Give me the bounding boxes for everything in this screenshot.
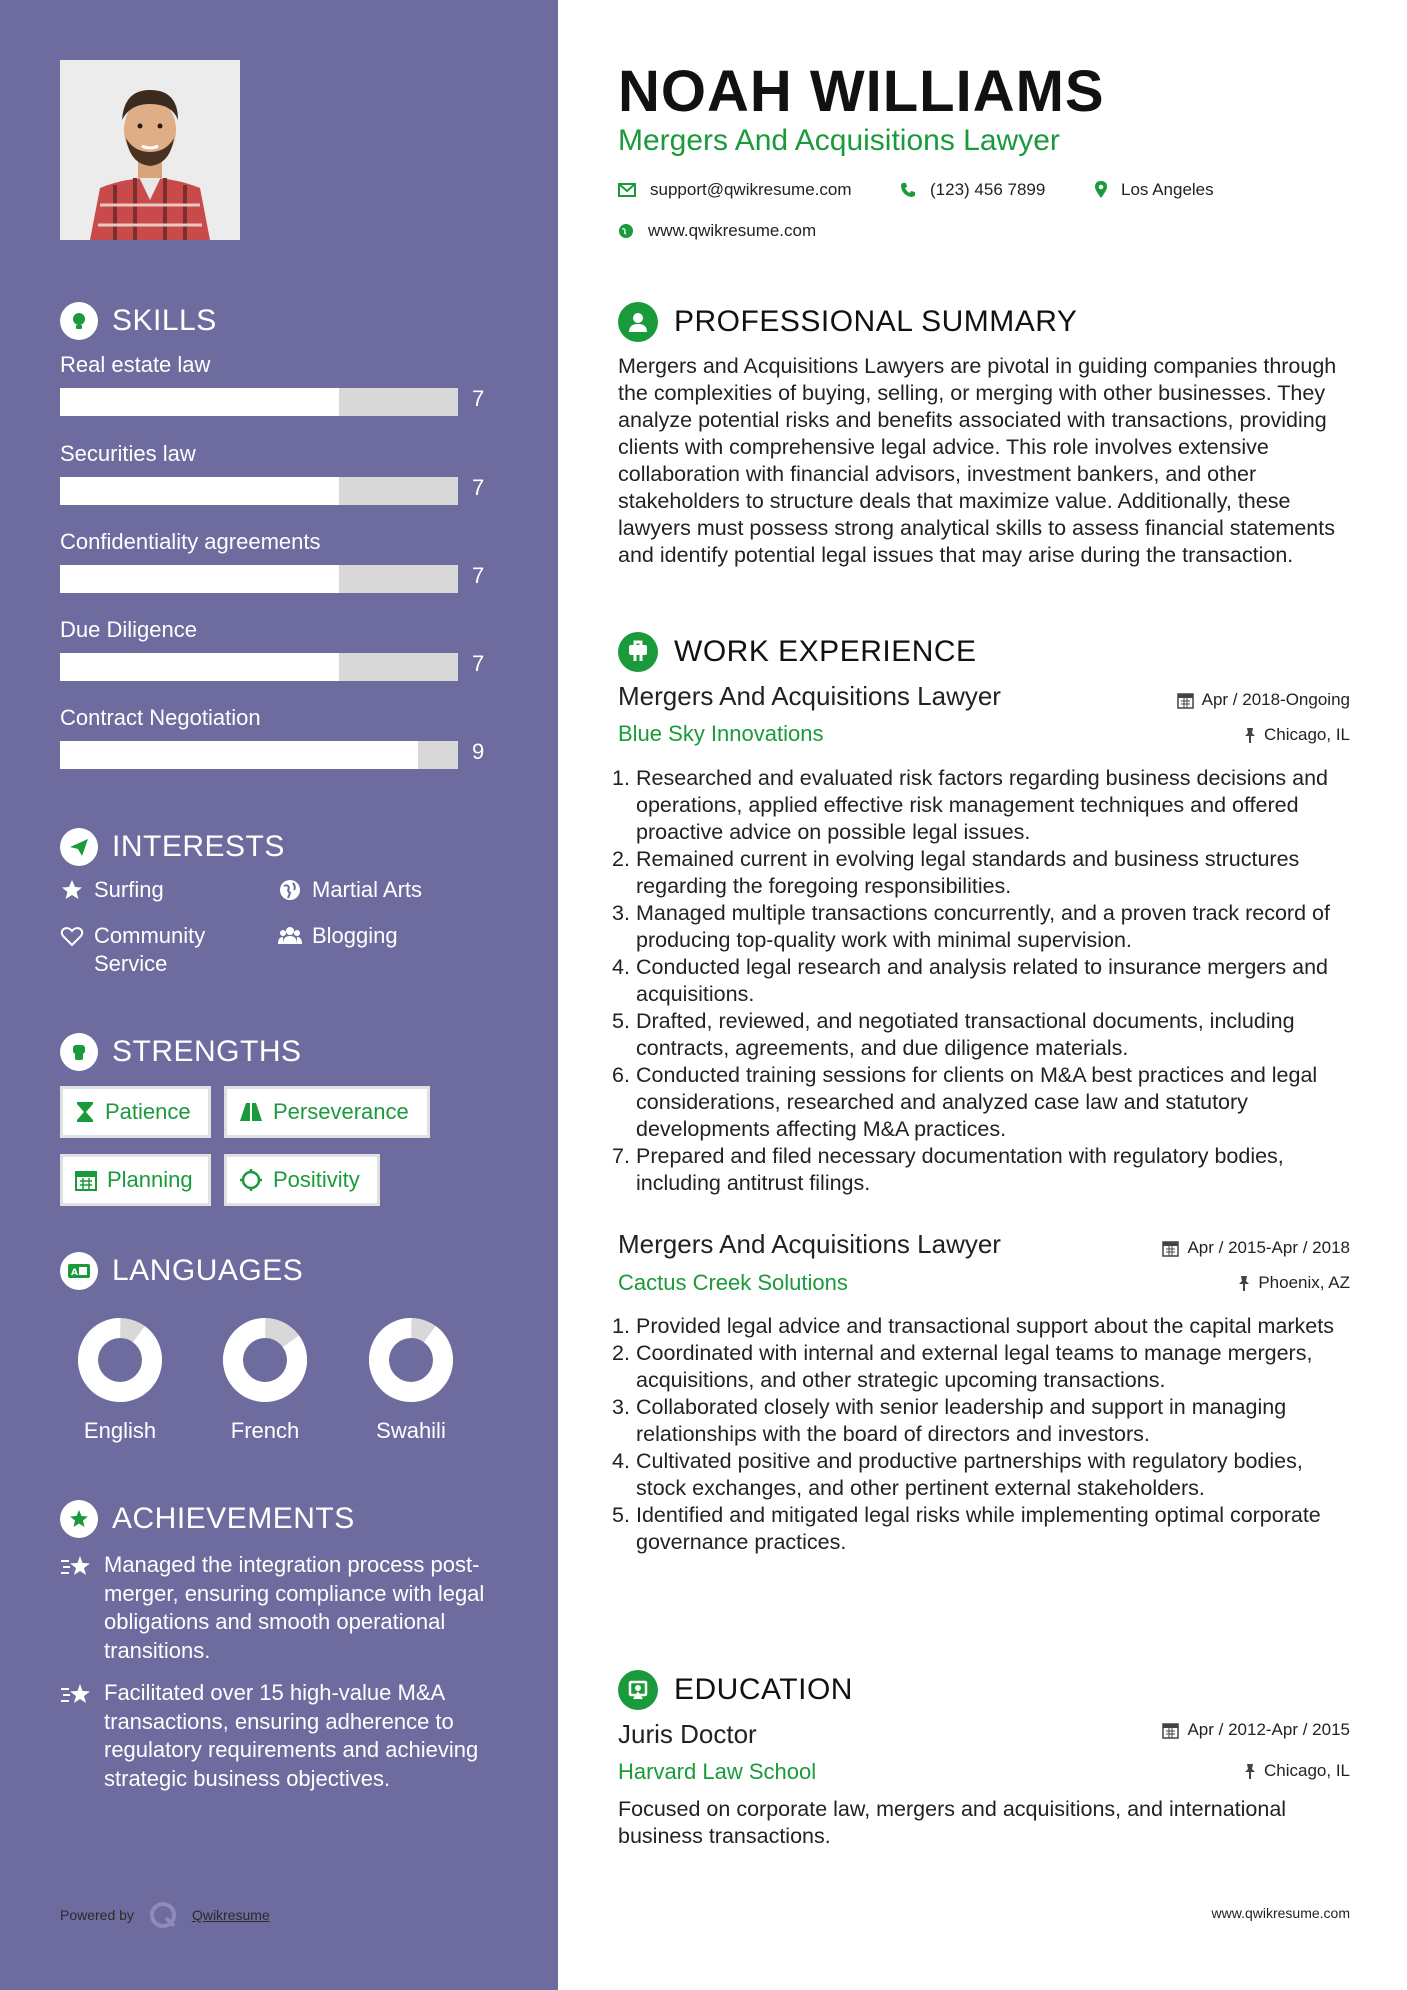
strengths-heading	[60, 1033, 302, 1071]
skill-label: Due Diligence	[60, 617, 197, 642]
skill-level: 7	[472, 475, 485, 500]
duty-text: Prepared and filed necessary documentation with regulatory bodies, including antitrust filings.	[636, 1144, 1284, 1195]
languages-heading-text: LANGUAGES	[112, 1254, 304, 1287]
star-icon	[60, 878, 84, 902]
contact-website	[618, 221, 816, 241]
language-label: Swahili	[376, 1418, 446, 1443]
duty-text: Researched and evaluated risk factors regarding business decisions and operations, applied effective risk management techniques and offered proactive advice on possible legal issues.	[636, 766, 1328, 844]
paper-plane-icon	[60, 828, 98, 866]
skill-item	[60, 352, 500, 411]
location-text: Los Angeles	[1121, 180, 1214, 199]
sun-icon	[239, 1168, 263, 1192]
experience-heading-text: WORK EXPERIENCE	[674, 635, 977, 668]
education-location	[1244, 1761, 1350, 1781]
skill-level: 7	[472, 386, 485, 411]
strength-label: Planning	[107, 1167, 193, 1192]
graduation-icon	[618, 1670, 658, 1710]
duty-text: Drafted, reviewed, and negotiated transactional documents, including contracts, agreements, and due diligence materials.	[636, 1009, 1295, 1060]
interests-heading-text: INTERESTS	[112, 830, 285, 863]
interest-label: Martial Arts	[312, 877, 423, 902]
skill-bar	[60, 653, 458, 681]
duty-item: 2. Coordinated with internal and external legal teams to manage mergers, acquisitions, and other strategic upcoming transactions.	[612, 1341, 1313, 1392]
qwikresume-link[interactable]: Qwikresume	[191, 1907, 270, 1923]
shooting-star-icon	[60, 1681, 92, 1709]
summary-text: Mergers and Acquisitions Lawyers are pivotal in guiding companies through the complexities of buying, selling, or merging with other businesses. They analyze potential risks and benefits associated with transactions, providing clients with comprehensive legal advice. This role involves extensive collaboration with financial advisors, investment bankers, and other stakeholders to structure deals that maximize value. Additionally, these lawyers must possess strong analytical skills to assess financial statements and identify potential legal issues that may arise during the transaction.	[618, 354, 1337, 567]
duty-text: Cultivated positive and productive partnerships with regulatory bodies, stock exchanges, and other pertinent external stakeholders.	[636, 1449, 1303, 1500]
strength-label: Positivity	[273, 1167, 360, 1192]
strength-badge	[60, 1154, 211, 1206]
strength-label: Perseverance	[273, 1099, 409, 1124]
duty-text: Remained current in evolving legal standards and business structures regarding the foregoing responsibilities.	[636, 847, 1300, 898]
skill-level: 9	[472, 739, 485, 764]
qwikresume-logo-icon	[148, 1900, 178, 1930]
interest-item	[278, 922, 498, 950]
interest-label: Blogging	[312, 923, 398, 948]
achievement-item	[60, 1679, 500, 1793]
summary-heading	[618, 302, 1077, 342]
award-star-icon	[60, 1500, 98, 1538]
duties-list	[612, 1313, 1358, 1556]
language-ring	[77, 1317, 163, 1403]
education-location-text: Chicago, IL	[1264, 1761, 1350, 1780]
powered-by-label: Powered by	[60, 1907, 134, 1923]
language-ring	[222, 1317, 308, 1403]
website-text[interactable]: www.qwikresume.com	[648, 221, 817, 240]
skill-item	[60, 705, 500, 764]
contact-phone	[900, 180, 1045, 200]
contact-location	[1095, 180, 1214, 200]
achievements-heading	[60, 1500, 355, 1538]
calendar-icon	[75, 1169, 97, 1191]
lightbulb-icon	[60, 302, 98, 340]
education-heading-text: EDUCATION	[674, 1673, 853, 1706]
job-dates	[1177, 690, 1350, 710]
language-item	[356, 1317, 466, 1444]
skill-bar	[60, 565, 458, 593]
education-dates	[1162, 1720, 1350, 1740]
job-location-text: Phoenix, AZ	[1258, 1273, 1350, 1292]
strength-badge	[224, 1086, 430, 1138]
duty-text: Identified and mitigated legal risks while implementing optimal corporate governance practices.	[636, 1503, 1321, 1554]
users-icon	[278, 924, 302, 948]
contact-email	[618, 180, 852, 200]
road-icon	[239, 1102, 263, 1122]
skill-label: Contract Negotiation	[60, 705, 261, 730]
job-dates-text: Apr / 2015-Apr / 2018	[1187, 1238, 1350, 1257]
footer-url[interactable]: www.qwikresume.com	[1211, 1905, 1350, 1921]
job-location	[1238, 1273, 1350, 1293]
duty-text: Provided legal advice and transactional support about the capital markets	[636, 1314, 1334, 1338]
skill-bar-fill	[60, 741, 418, 769]
duty-text: Coordinated with internal and external legal teams to manage mergers, acquisitions, and other strategic upcoming transactions.	[636, 1341, 1313, 1392]
envelope-icon	[618, 183, 636, 197]
profile-photo	[60, 60, 240, 240]
duty-item: 5. Identified and mitigated legal risks while implementing optimal corporate governance practices.	[612, 1503, 1321, 1554]
duty-item: 5. Drafted, reviewed, and negotiated transactional documents, including contracts, agreements, and due diligence materials.	[612, 1009, 1295, 1060]
powered-by	[60, 1900, 270, 1930]
shooting-star-icon	[60, 1553, 92, 1581]
job-dates-text: Apr / 2018-Ongoing	[1201, 690, 1350, 709]
main-content	[558, 0, 1407, 1990]
duty-text: Conducted training sessions for clients on M&A best practices and legal considerations, researched and analyzed case law and statutory developments affecting M&A practices.	[636, 1063, 1318, 1141]
duty-item: 6. Conducted training sessions for clients on M&A best practices and legal considerations, researched and analyzed case law and statutory developments affecting M&A practices.	[612, 1063, 1318, 1141]
fist-icon	[60, 1033, 98, 1071]
achievement-item	[60, 1551, 500, 1665]
calendar-icon	[1162, 1240, 1179, 1257]
map-marker-icon	[1095, 181, 1107, 199]
briefcase-icon	[618, 632, 658, 672]
skills-heading	[60, 302, 217, 340]
skill-item	[60, 441, 500, 500]
globe-icon	[618, 223, 634, 239]
skill-level: 7	[472, 651, 485, 676]
skill-item	[60, 617, 500, 676]
languages-heading	[60, 1252, 303, 1290]
language-item	[65, 1317, 175, 1444]
duty-item: 2. Remained current in evolving legal standards and business structures regarding the foregoing responsibilities.	[612, 847, 1300, 898]
globe-icon	[278, 878, 302, 902]
candidate-title: Mergers And Acquisitions Lawyer	[618, 124, 1060, 157]
company-name: Blue Sky Innovations	[618, 721, 824, 746]
calendar-icon	[1177, 692, 1194, 709]
skill-label: Securities law	[60, 441, 196, 466]
skill-item	[60, 529, 500, 588]
interest-item	[60, 922, 260, 978]
skill-label: Real estate law	[60, 352, 211, 377]
job-location-text: Chicago, IL	[1264, 725, 1350, 744]
job-title: Mergers And Acquisitions Lawyer	[618, 1229, 1001, 1259]
job-title: Mergers And Acquisitions Lawyer	[618, 681, 1001, 711]
duty-item: 4. Cultivated positive and productive partnerships with regulatory bodies, stock exchanges, and other pertinent external stakeholders.	[612, 1449, 1303, 1500]
strength-badge	[224, 1154, 380, 1206]
language-ring	[368, 1317, 454, 1403]
skill-bar-fill	[60, 477, 339, 505]
skill-bar-fill	[60, 653, 339, 681]
interest-label: Surfing	[94, 877, 164, 902]
svg-text:A: A	[71, 1268, 79, 1278]
pushpin-icon	[1244, 727, 1256, 744]
email-text[interactable]: support@qwikresume.com	[650, 180, 852, 199]
strength-badge	[60, 1086, 211, 1138]
school-name: Harvard Law School	[618, 1759, 817, 1784]
interest-label: Community Service	[94, 923, 206, 976]
interest-item	[60, 876, 260, 904]
language-label: English	[83, 1418, 157, 1443]
achievement-text: Managed the integration process post-merger, ensuring compliance with legal obligations and smooth operational transitions.	[104, 1552, 485, 1663]
strengths-heading-text: STRENGTHS	[112, 1035, 302, 1068]
job-location	[1244, 725, 1350, 745]
duty-item: 7. Prepared and filed necessary documentation with regulatory bodies, including antitrust filings.	[612, 1144, 1284, 1195]
candidate-name: NOAH WILLIAMS	[618, 59, 1105, 124]
language-icon	[60, 1252, 98, 1290]
company-name: Cactus Creek Solutions	[618, 1270, 848, 1295]
phone-text[interactable]: (123) 456 7899	[930, 180, 1046, 199]
education-description: Focused on corporate law, mergers and acquisitions, and international business transactions.	[618, 1797, 1287, 1848]
interests-heading	[60, 828, 285, 866]
skill-bar-fill	[60, 565, 339, 593]
sidebar	[0, 0, 558, 1990]
skills-heading-text: SKILLS	[112, 304, 217, 337]
summary-heading-text: PROFESSIONAL SUMMARY	[674, 305, 1078, 338]
skill-bar	[60, 388, 458, 416]
user-icon	[618, 302, 658, 342]
duty-item: 4. Conducted legal research and analysis related to insurance mergers and acquisitions.	[612, 955, 1328, 1006]
degree-title: Juris Doctor	[618, 1719, 757, 1749]
skill-label: Confidentiality agreements	[60, 529, 321, 554]
heart-icon	[60, 924, 84, 948]
job-dates	[1162, 1238, 1350, 1258]
pushpin-icon	[1244, 1763, 1256, 1780]
achievements-heading-text: ACHIEVEMENTS	[112, 1502, 355, 1535]
interest-item	[278, 876, 498, 904]
duty-item: 1. Provided legal advice and transactional support about the capital markets	[612, 1314, 1334, 1338]
duty-text: Collaborated closely with senior leadership and support in managing relationships with the board of directors and investors.	[636, 1395, 1287, 1446]
duty-text: Managed multiple transactions concurrently, and a proven track record of producing top-quality work with minimal supervision.	[636, 901, 1330, 952]
duty-item: 3. Collaborated closely with senior leadership and support in managing relationships with the board of directors and investors.	[612, 1395, 1287, 1446]
duties-list	[612, 765, 1358, 1197]
hourglass-icon	[75, 1101, 95, 1123]
language-item	[210, 1317, 320, 1444]
duty-item: 3. Managed multiple transactions concurrently, and a proven track record of producing top-quality work with minimal supervision.	[612, 901, 1330, 952]
strength-label: Patience	[105, 1099, 191, 1124]
duty-text: Conducted legal research and analysis related to insurance mergers and acquisitions.	[636, 955, 1328, 1006]
language-label: French	[230, 1418, 300, 1443]
experience-heading	[618, 632, 977, 672]
pushpin-icon	[1238, 1275, 1250, 1292]
education-heading	[618, 1670, 853, 1710]
skill-bar	[60, 741, 458, 769]
achievement-text: Facilitated over 15 high-value M&A transactions, ensuring adherence to regulatory requirements and achieving strategic business objectives.	[104, 1680, 479, 1791]
calendar-icon	[1162, 1722, 1179, 1739]
education-dates-text: Apr / 2012-Apr / 2015	[1187, 1720, 1350, 1739]
skill-level: 7	[472, 563, 485, 588]
duty-item: 1. Researched and evaluated risk factors regarding business decisions and operations, applied effective risk management techniques and offered proactive advice on possible legal issues.	[612, 766, 1328, 844]
phone-icon	[900, 182, 916, 198]
skill-bar-fill	[60, 388, 339, 416]
skill-bar	[60, 477, 458, 505]
